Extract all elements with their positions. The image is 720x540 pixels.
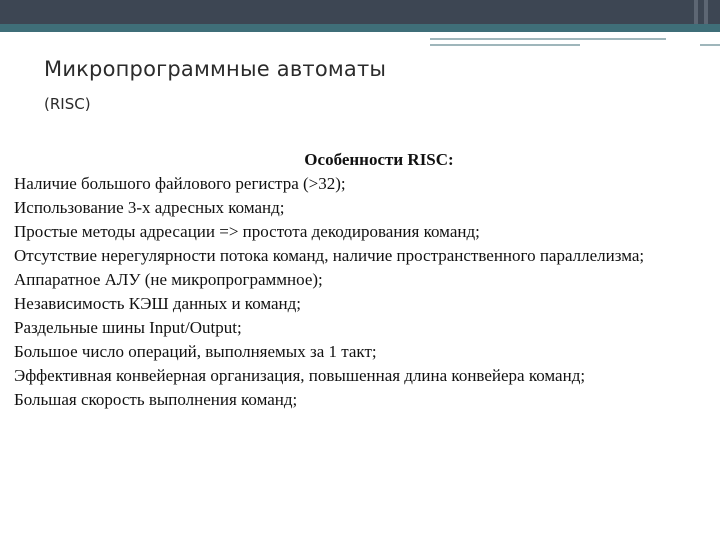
- accent-line: [430, 44, 580, 46]
- list-item: Независимость КЭШ данных и команд;: [14, 294, 302, 313]
- list-item: Раздельные шины Input/Output;: [14, 318, 242, 337]
- content-heading: Особенности RISC:: [304, 150, 454, 169]
- slide-subtitle: (RISC): [44, 95, 91, 113]
- accent-band: [0, 24, 720, 32]
- list-item: Использование 3-х адресных команд;: [14, 198, 285, 217]
- accent-line: [430, 38, 666, 40]
- top-bar-notch: [694, 0, 698, 24]
- top-bar-notch: [704, 0, 708, 24]
- slide-title: Микропрограммные автоматы: [44, 57, 387, 81]
- list-item: Наличие большого файлового регистра (>32);: [14, 174, 346, 193]
- top-bar: [0, 0, 720, 24]
- accent-line: [700, 44, 720, 46]
- slide-content: [14, 148, 714, 412]
- list-item: Аппаратное АЛУ (не микропрограммное);: [14, 270, 323, 289]
- list-item: Отсутствие нерегулярности потока команд, наличие пространственного параллелизма;: [14, 246, 645, 265]
- list-item: Эффективная конвейерная организация, повышенная длина конвейера команд;: [14, 366, 586, 385]
- features-list: [14, 172, 714, 412]
- list-item: Большое число операций, выполняемых за 1 такт;: [14, 342, 377, 361]
- list-item: Большая скорость выполнения команд;: [14, 390, 298, 409]
- list-item: Простые методы адресации => простота декодирования команд;: [14, 222, 480, 241]
